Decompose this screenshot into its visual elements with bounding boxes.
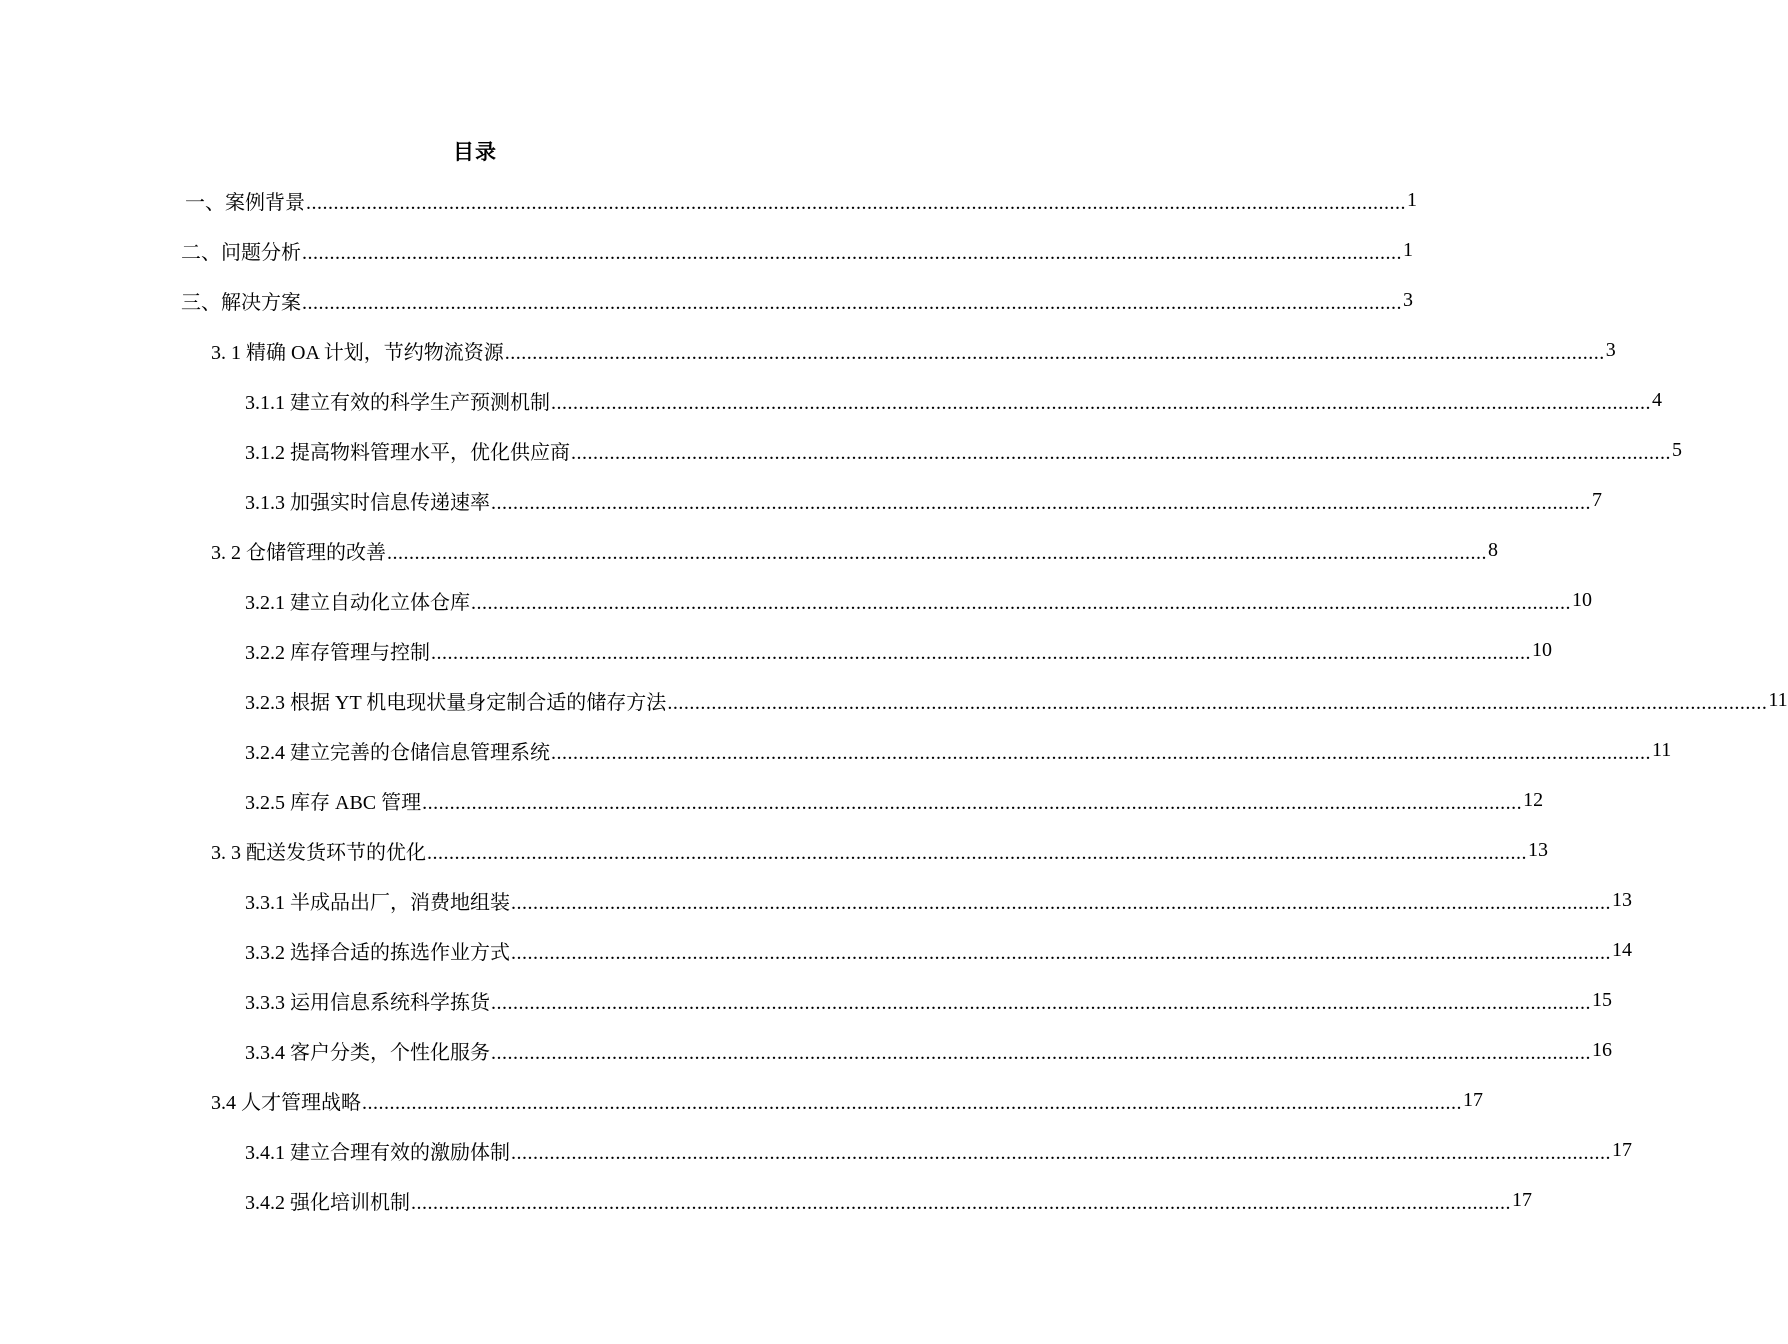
toc-entry-label: 3. 1 精确 OA 计划，节约物流资源 xyxy=(211,336,504,365)
toc-entry-page: 10 xyxy=(1532,638,1552,661)
toc-entry-label: 3.3.1 半成品出厂，消费地组装 xyxy=(245,886,510,915)
toc-entry[interactable] xyxy=(245,875,1632,925)
toc-entry-page: 3 xyxy=(1403,288,1413,311)
toc-entry-page: 11 xyxy=(1768,688,1788,711)
dot-leader: ........................................................................................................................................................................................................ xyxy=(491,491,1591,514)
toc-entry-page: 14 xyxy=(1612,938,1632,961)
dot-leader: ........................................................................................................................................................................................................ xyxy=(551,391,1651,414)
toc-entry[interactable] xyxy=(245,625,1552,675)
toc-entry-page: 1 xyxy=(1407,188,1417,211)
toc-entry-label: 3. 3 配送发货环节的优化 xyxy=(211,836,426,865)
toc-entry-label: 3.1.3 加强实时信息传递速率 xyxy=(245,486,490,515)
toc-entry-page: 16 xyxy=(1592,1038,1612,1061)
toc-entry-label: 3.3.4 客户分类，个性化服务 xyxy=(245,1036,490,1065)
toc-entry-label: 3.4.2 强化培训机制 xyxy=(245,1186,410,1215)
dot-leader: ........................................................................................................................................................................................................ xyxy=(504,341,1605,364)
dot-leader: ........................................................................................................................................................................................................ xyxy=(491,991,1591,1014)
toc-entry[interactable] xyxy=(211,325,1616,375)
toc-entry-label: 3.2.5 库存 ABC 管理 xyxy=(245,786,421,815)
toc-entry-label: 一、案例背景 xyxy=(185,186,305,215)
toc-entry-label: 3.3.2 选择合适的拣选作业方式 xyxy=(245,936,510,965)
dot-leader: ........................................................................................................................................................................................................ xyxy=(302,241,1402,264)
toc-entry-page: 12 xyxy=(1523,788,1544,811)
toc-entry[interactable] xyxy=(211,825,1548,875)
toc-entry[interactable] xyxy=(211,1075,1483,1125)
toc-entry[interactable] xyxy=(245,675,1788,725)
dot-leader: ........................................................................................................................................................................................................ xyxy=(302,291,1402,314)
toc-entry[interactable] xyxy=(245,1025,1612,1075)
toc-entry-page: 8 xyxy=(1488,538,1498,561)
dot-leader: ........................................................................................................................................................................................................ xyxy=(427,841,1527,864)
toc-entry[interactable] xyxy=(245,375,1662,425)
toc-entry-page: 5 xyxy=(1672,438,1682,461)
dot-leader: ........................................................................................................................................................................................................ xyxy=(422,791,1523,814)
toc-entry-label: 3. 2 仓储管理的改善 xyxy=(211,536,386,565)
toc-entry-page: 10 xyxy=(1572,588,1592,611)
dot-leader: ........................................................................................................................................................................................................ xyxy=(387,541,1487,564)
toc-entry-page: 3 xyxy=(1605,338,1616,361)
dot-leader: ........................................................................................................................................................................................................ xyxy=(667,691,1768,714)
dot-leader: ........................................................................................................................................................................................................ xyxy=(511,1141,1611,1164)
toc-entry[interactable] xyxy=(245,475,1602,525)
toc-entry[interactable] xyxy=(245,975,1612,1025)
toc-entry[interactable] xyxy=(245,775,1544,825)
toc-entry[interactable] xyxy=(181,225,1413,275)
toc-entry-page: 17 xyxy=(1512,1188,1532,1211)
dot-leader: ........................................................................................................................................................................................................ xyxy=(491,1041,1591,1064)
toc-entry-page: 13 xyxy=(1528,838,1548,861)
toc-entry-label: 3.2.3 根据 YT 机电现状量身定制合适的储存方法 xyxy=(245,686,666,715)
dot-leader: ........................................................................................................................................................................................................ xyxy=(511,891,1611,914)
toc-entry-label: 二、问题分析 xyxy=(181,236,301,265)
dot-leader: ........................................................................................................................................................................................................ xyxy=(551,741,1651,764)
toc-entry-page: 7 xyxy=(1592,488,1602,511)
dot-leader: ........................................................................................................................................................................................................ xyxy=(471,591,1571,614)
toc-entry[interactable] xyxy=(245,725,1672,775)
dot-leader: ........................................................................................................................................................................................................ xyxy=(571,441,1671,464)
toc-entry-label: 3.4.1 建立合理有效的激励体制 xyxy=(245,1136,510,1165)
dot-leader: ........................................................................................................................................................................................................ xyxy=(511,941,1611,964)
toc-entry[interactable] xyxy=(211,525,1498,575)
toc-entry-label: 3.1.2 提高物料管理水平，优化供应商 xyxy=(245,436,570,465)
dot-leader: ........................................................................................................................................................................................................ xyxy=(431,641,1531,664)
toc-entry-label: 3.4 人才管理战略 xyxy=(211,1086,361,1115)
toc-entry-page: 13 xyxy=(1612,888,1632,911)
toc-entry[interactable] xyxy=(185,175,1417,225)
toc-entry[interactable] xyxy=(245,425,1682,475)
toc-entry-page: 4 xyxy=(1652,388,1662,411)
dot-leader: ........................................................................................................................................................................................................ xyxy=(411,1191,1511,1214)
toc-entry-label: 三、解决方案 xyxy=(181,286,301,315)
toc-entry-page: 15 xyxy=(1592,988,1612,1011)
toc-entry-page: 17 xyxy=(1463,1088,1483,1111)
toc-entry-label: 3.3.3 运用信息系统科学拣货 xyxy=(245,986,490,1015)
toc-title: 目录 xyxy=(453,140,497,164)
toc-entry[interactable] xyxy=(245,1125,1632,1175)
toc-entry-page: 1 xyxy=(1403,238,1413,261)
toc-entry-label: 3.1.1 建立有效的科学生产预测机制 xyxy=(245,386,550,415)
toc-entry-label: 3.2.2 库存管理与控制 xyxy=(245,636,430,665)
toc-entry-label: 3.2.1 建立自动化立体仓库 xyxy=(245,586,470,615)
toc-entry[interactable] xyxy=(245,925,1632,975)
dot-leader: ........................................................................................................................................................................................................ xyxy=(306,191,1406,214)
toc-entry-label: 3.2.4 建立完善的仓储信息管理系统 xyxy=(245,736,550,765)
toc-entry-page: 11 xyxy=(1652,738,1672,761)
dot-leader: ........................................................................................................................................................................................................ xyxy=(362,1091,1462,1114)
toc-entry[interactable] xyxy=(245,575,1592,625)
toc-entry[interactable] xyxy=(181,275,1413,325)
toc-entry-page: 17 xyxy=(1612,1138,1632,1161)
toc-entry[interactable] xyxy=(245,1175,1532,1225)
